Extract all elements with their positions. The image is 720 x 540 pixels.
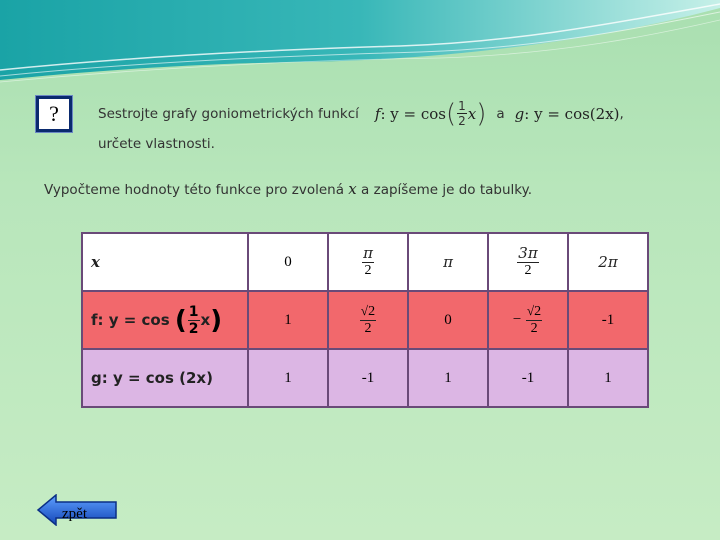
f-fraction-num: 1	[458, 99, 466, 113]
intro-sentence	[44, 180, 684, 198]
row-f-cell-0: 1	[248, 291, 328, 349]
row-g-cell-3: -1	[488, 349, 568, 407]
comma: ,	[619, 105, 624, 122]
f-fraction	[457, 100, 467, 127]
paren-close: )	[476, 98, 487, 129]
header-cell-4: 2π	[568, 233, 648, 291]
header-label-cell: x	[82, 233, 248, 291]
f-fraction-den: 2	[458, 114, 466, 128]
row-g-cell-4: 1	[568, 349, 648, 407]
and-word: a	[496, 105, 505, 122]
intro-before: Vypočteme hodnoty této funkce pro zvolená	[44, 182, 344, 198]
row-f-cell-3: − $\frac{√2}{2}$	[488, 291, 568, 349]
header-cell-3: $\frac{3\pi}{2}$	[488, 233, 568, 291]
table-row-g	[82, 349, 648, 407]
task-statement	[98, 100, 698, 155]
question-mark-label: ?	[49, 101, 59, 126]
table-row-f	[82, 291, 648, 349]
question-mark-box[interactable]	[36, 96, 72, 132]
table-header-row	[82, 233, 648, 291]
g-equation: : y = cos(2x)	[524, 104, 620, 123]
f-variable: x	[467, 104, 477, 123]
intro-var: x	[348, 180, 357, 198]
task-line-1	[98, 100, 698, 127]
row-f-label: f: y = cos ( $\frac{1}{2}$ x)	[82, 291, 248, 349]
back-button-label: zpět	[62, 506, 87, 522]
values-table	[81, 232, 649, 408]
row-g-cell-2: 1	[408, 349, 488, 407]
task-line-2: určete vlastnosti.	[98, 136, 215, 152]
task-text: Sestrojte grafy goniometrických funkcí	[98, 105, 359, 122]
header-cell-1: $\frac{\pi}{2}$	[328, 233, 408, 291]
row-f-cell-2: 0	[408, 291, 488, 349]
decorative-wave-banner	[0, 0, 720, 90]
paren-open: (	[445, 98, 457, 129]
f-equation: : y = cos	[380, 104, 446, 123]
f-name: f	[374, 104, 381, 123]
row-g-cell-0: 1	[248, 349, 328, 407]
row-g-cell-1: -1	[328, 349, 408, 407]
row-f-cell-4: -1	[568, 291, 648, 349]
g-name: g	[514, 104, 525, 123]
header-cell-0: 0	[248, 233, 328, 291]
row-g-label: g: y = cos (2x)	[82, 349, 248, 407]
header-cell-2: π	[408, 233, 488, 291]
row-f-cell-1: $\frac{√2}{2}$	[328, 291, 408, 349]
intro-after: a zapíšeme je do tabulky.	[361, 182, 532, 198]
